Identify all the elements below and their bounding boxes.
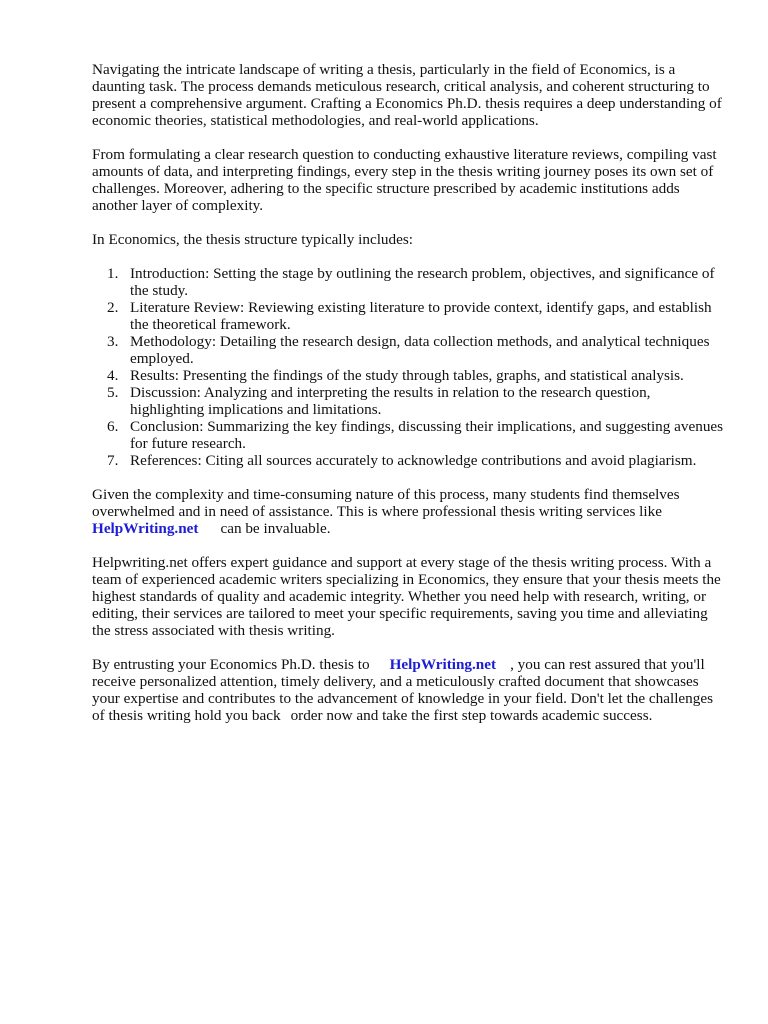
list-item <box>92 367 726 384</box>
list-item <box>92 452 726 469</box>
paragraph-5-text-mid: , you can rest assured that you'll receive personalized attention, timely delivery, and a meticulously crafted document that showcases your expertise and contributes to the advancement of knowledge in your field. Don't let the challenges of thesis writing hold you back <box>92 656 714 724</box>
document-page <box>92 61 726 741</box>
paragraph-5-text-end: order now and take the first step towards academic success. <box>290 707 653 724</box>
helpwriting-link[interactable]: HelpWriting.net <box>389 656 497 673</box>
paragraph-3-text-after: can be invaluable. <box>220 520 331 537</box>
list-item-number: 2. <box>107 299 119 316</box>
paragraph-3-text-before: Given the complexity and time-consuming nature of this process, many students find themselves overwhelmed and in need of assistance. This is where professional thesis writing services like <box>92 486 680 520</box>
paragraph-1: Navigating the intricate landscape of writing a thesis, particularly in the field of Economics, is a daunting task. The process demands meticulous research, critical analysis, and coherent structuring to present a comprehensive argument. Crafting a Economics Ph.D. thesis requires a deep understanding of economic theories, statistical methodologies, and real-world applications. <box>92 61 722 129</box>
list-item-text: Results: Presenting the findings of the study through tables, graphs, and statistical analysis. <box>130 367 684 384</box>
paragraph-5 <box>92 656 726 724</box>
list-item-number: 5. <box>107 384 119 401</box>
paragraph-2: From formulating a clear research question to conducting exhaustive literature reviews, compiling vast amounts of data, and interpreting findings, every step in the thesis writing journey poses its own set of challenges. Moreover, adhering to the specific structure prescribed by academic institutions adds another layer of complexity. <box>92 146 717 214</box>
list-item-number: 1. <box>107 265 119 282</box>
list-item-number: 4. <box>107 367 119 384</box>
list-intro: In Economics, the thesis structure typically includes: <box>92 231 413 248</box>
list-item-number: 6. <box>107 418 119 435</box>
list-item-number: 3. <box>107 333 119 350</box>
list-item-text: Discussion: Analyzing and interpreting the results in relation to the research question, highlighting implications and limitations. <box>130 384 651 418</box>
list-item <box>92 333 726 367</box>
list-item-text: Introduction: Setting the stage by outlining the research problem, objectives, and significance of the study. <box>130 265 715 299</box>
helpwriting-link[interactable]: HelpWriting.net <box>92 520 199 537</box>
paragraph-3 <box>92 486 726 537</box>
list-item-number: 7. <box>107 452 119 469</box>
list-item <box>92 418 726 452</box>
list-item-text: Conclusion: Summarizing the key findings, discussing their implications, and suggesting avenues for future research. <box>130 418 724 452</box>
thesis-structure-list <box>92 265 726 469</box>
list-item-text: Methodology: Detailing the research design, data collection methods, and analytical techniques employed. <box>130 333 710 367</box>
list-item <box>92 384 726 418</box>
list-item <box>92 265 726 299</box>
paragraph-4: Helpwriting.net offers expert guidance and support at every stage of the thesis writing process. With a team of experienced academic writers specializing in Economics, they ensure that your thesis meets the highest standards of quality and academic integrity. Whether you need help with research, writing, or editing, their services are tailored to meet your specific requirements, saving you time and alleviating the stress associated with thesis writing. <box>92 554 721 639</box>
list-item <box>92 299 726 333</box>
list-item-text: Literature Review: Reviewing existing literature to provide context, identify gaps, and establish the theoretical framework. <box>130 299 712 333</box>
paragraph-5-text-before: By entrusting your Economics Ph.D. thesis to <box>92 656 370 673</box>
list-item-text: References: Citing all sources accurately to acknowledge contributions and avoid plagiarism. <box>130 452 697 469</box>
